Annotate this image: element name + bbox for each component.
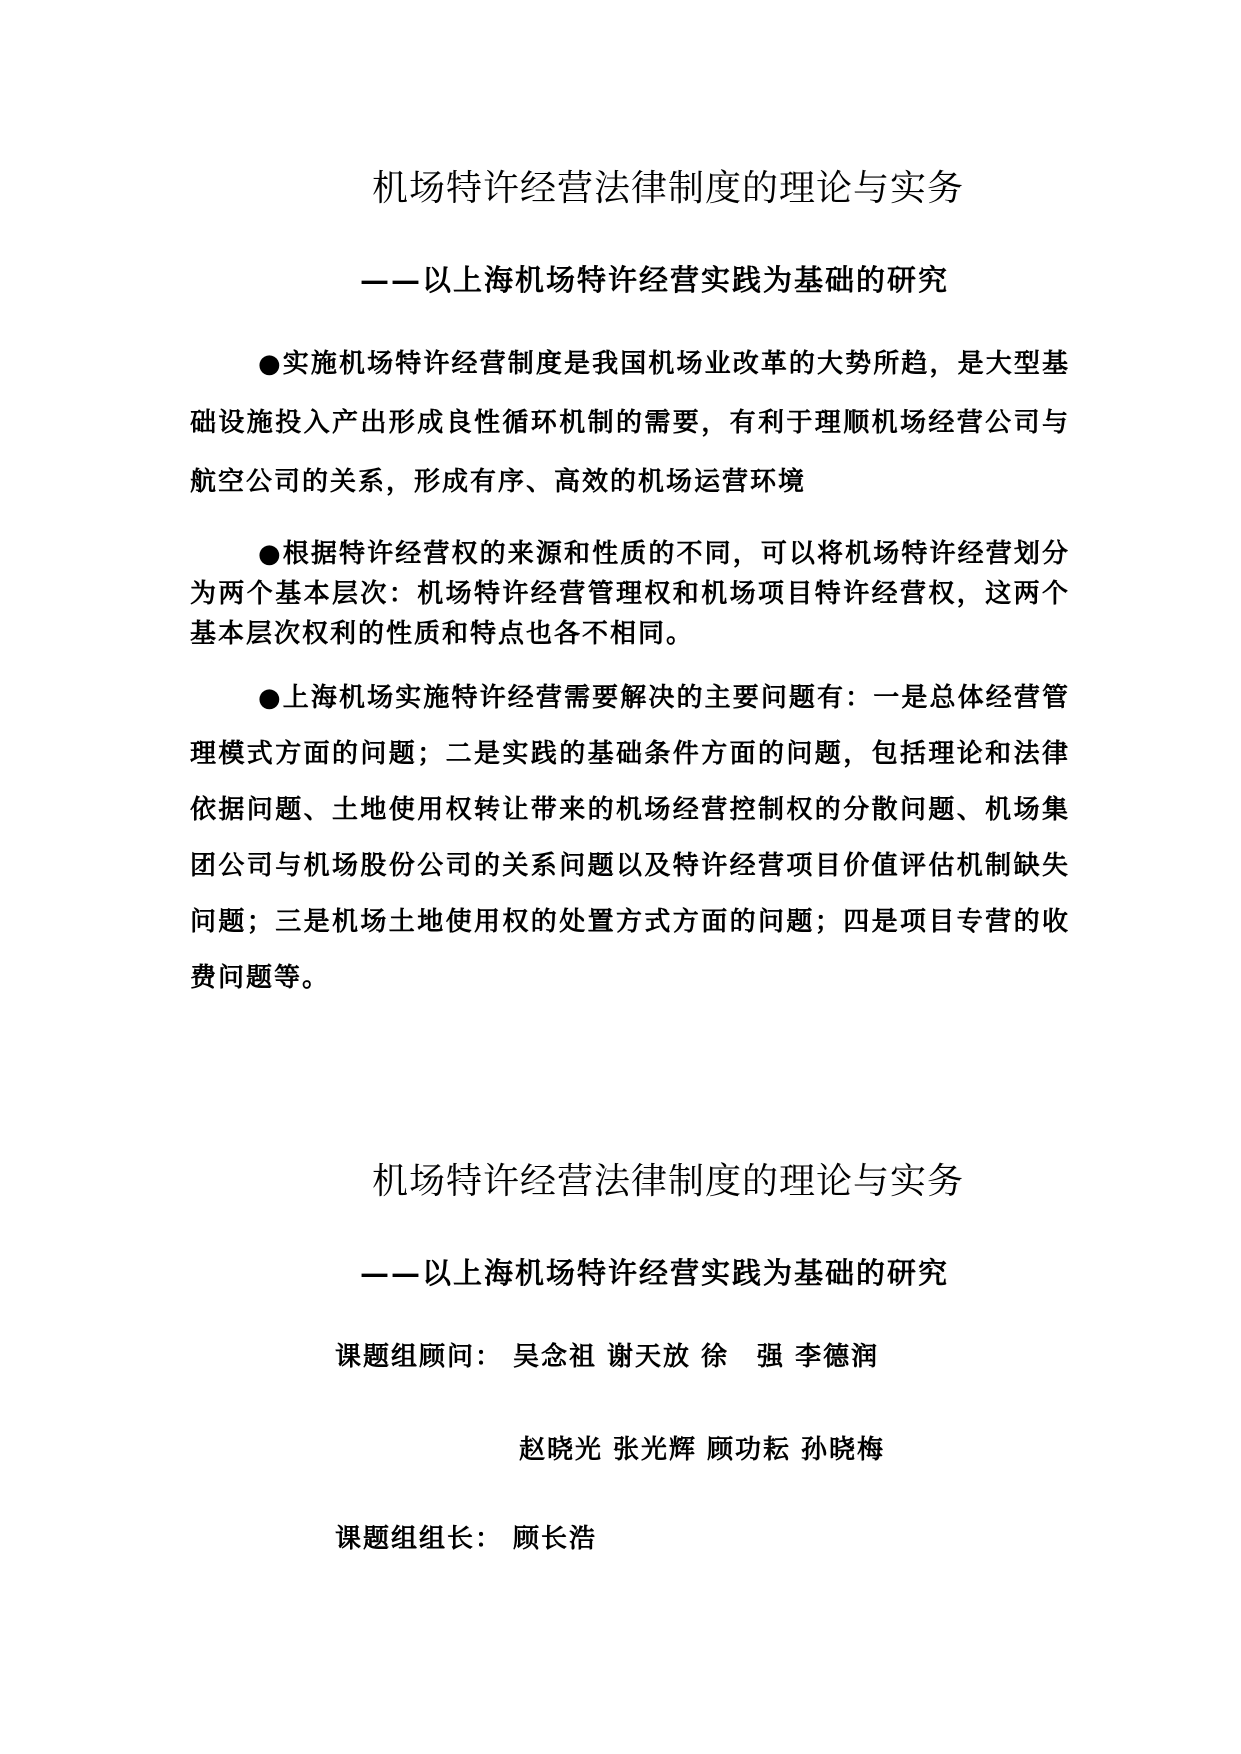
bullet-paragraph-1: ●实施机场特许经营制度是我国机场业改革的大势所趋，是大型基础设施投入产出形成良性循环机制的需要，有利于理顺机场经营公司与航空公司的关系，形成有序、高效的机场运营环境 — [190, 349, 1070, 497]
advisors-label: 课题组顾问： — [335, 1342, 504, 1372]
advisor-name: 赵晓光 — [519, 1435, 604, 1465]
advisors-row-1 — [335, 1336, 879, 1373]
leader-label: 课题组组长： — [335, 1524, 504, 1554]
leader-row — [335, 1518, 597, 1555]
advisor-name: 吴念祖 — [513, 1342, 598, 1372]
advisor-name: 李德润 — [795, 1342, 880, 1372]
section2-title: 机场特许经营法律制度的理论与实务 — [371, 1161, 964, 1202]
advisor-name: 谢天放 — [607, 1342, 692, 1372]
advisor-name: 徐 强 — [701, 1342, 786, 1372]
leader-name: 顾长浩 — [513, 1524, 598, 1554]
bullet-paragraph-3: ●上海机场实施特许经营需要解决的主要问题有：一是总体经营管理模式方面的问题；二是实践的基础条件方面的问题，包括理论和法律依据问题、土地使用权转让带来的机场经营控制权的分散问题、机场集团公司与机场股份公司的关系问题以及特许经营项目价值评估机制缺失问题；三是机场土地使用权的处置方式方面的问题；四是项目专营的收费问题等。 — [190, 683, 1070, 993]
section2-subtitle: ——以上海机场特许经营实践为基础的研究 — [360, 1256, 950, 1290]
page-title: 机场特许经营法律制度的理论与实务 — [371, 168, 964, 209]
advisor-name: 孙晓梅 — [801, 1435, 886, 1465]
bullet-paragraph-2: ●根据特许经营权的来源和性质的不同，可以将机场特许经营划分为两个基本层次：机场特许经营管理权和机场项目特许经营权，这两个基本层次权利的性质和特点也各不相同。 — [190, 539, 1070, 649]
page-subtitle: ——以上海机场特许经营实践为基础的研究 — [360, 263, 950, 297]
advisor-name: 张光辉 — [613, 1435, 698, 1465]
advisors-row-2 — [519, 1429, 885, 1466]
advisor-name: 顾功耘 — [707, 1435, 792, 1465]
